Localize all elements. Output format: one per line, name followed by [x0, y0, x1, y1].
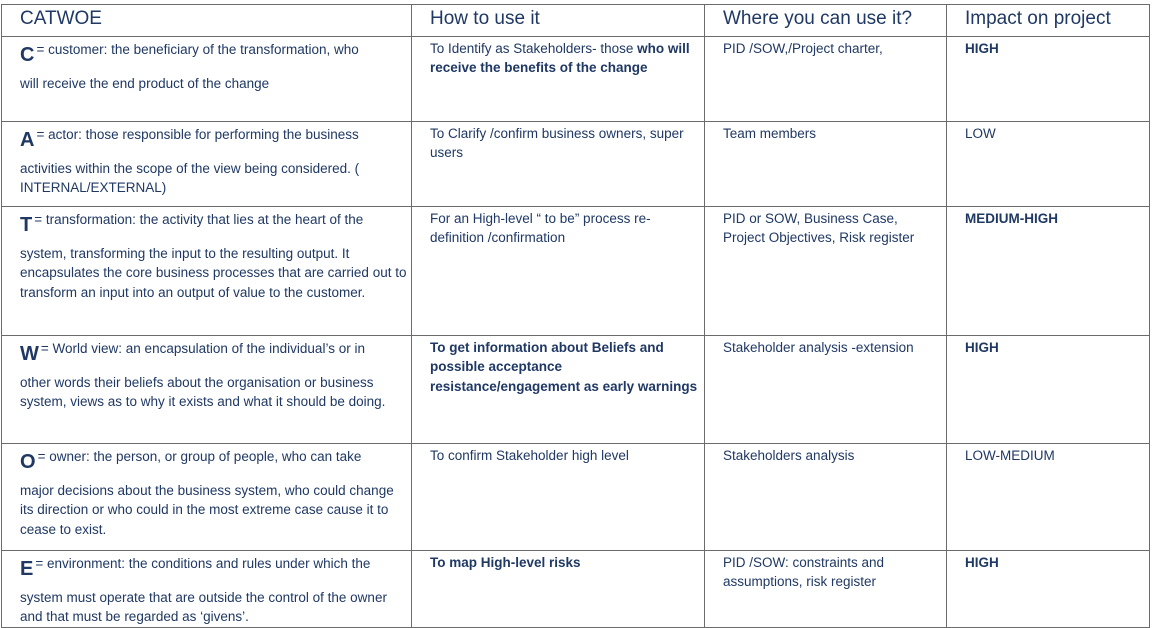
impact-cell: LOW — [947, 122, 1150, 207]
table-row — [2, 122, 1150, 207]
definition-first-line: = environment: the conditions and rules under which the — [35, 556, 371, 571]
table-row — [2, 444, 1150, 551]
how-text-bold: To get information about Beliefs and possible acceptance resistance/engagement as early warnings — [430, 340, 698, 394]
table-row — [2, 207, 1150, 336]
where-cell: Stakeholder analysis -extension — [705, 336, 947, 444]
definition-cell — [2, 207, 412, 336]
header-how-to-use: How to use it — [412, 5, 705, 37]
definition-cell — [2, 551, 412, 628]
definition-first-line: = actor: those responsible for performing the business — [36, 127, 359, 142]
definition-first-line: = owner: the person, or group of people, who can take — [37, 449, 362, 464]
header-catwoe: CATWOE — [2, 5, 412, 37]
definition-cell — [2, 444, 412, 551]
where-cell: PID or SOW, Business Case, Project Objectives, Risk register — [705, 207, 947, 336]
catwoe-letter: C — [20, 44, 35, 66]
where-cell: PID /SOW: constraints and assumptions, risk register — [705, 551, 947, 628]
definition-rest: activities within the scope of the view being considered. ( INTERNAL/EXTERNAL) — [20, 161, 360, 196]
how-cell — [412, 207, 705, 336]
how-cell — [412, 551, 705, 628]
impact-cell: HIGH — [947, 336, 1150, 444]
catwoe-letter: O — [20, 451, 36, 473]
header-row — [2, 5, 1150, 37]
impact-cell: HIGH — [947, 551, 1150, 628]
catwoe-letter: A — [20, 129, 35, 151]
definition-cell — [2, 122, 412, 207]
definition-rest: system, transforming the input to the resulting output. It encapsulates the core business processes that are carried out to transform an input into an output of value to the customer. — [20, 246, 407, 300]
catwoe-letter: T — [20, 214, 33, 236]
how-text: To confirm Stakeholder high level — [430, 448, 629, 463]
definition-rest: system must operate that are outside the control of the owner and that must be regarded as ‘givens’. — [20, 590, 387, 625]
where-cell: PID /SOW,/Project charter, — [705, 37, 947, 122]
how-text-bold: To map High-level risks — [430, 555, 581, 570]
catwoe-table — [1, 4, 1150, 628]
definition-rest: major decisions about the business system, who could change its direction or who could in the most extreme case cause it to cease to exist. — [20, 483, 394, 537]
how-text: For an High-level “ to be” process re-definition /confirmation — [430, 211, 651, 246]
impact-cell: HIGH — [947, 37, 1150, 122]
how-text-bold: who will receive the benefits of the change — [430, 41, 690, 76]
definition-cell — [2, 37, 412, 122]
how-text: To Identify as Stakeholders- those — [430, 41, 638, 56]
definition-rest: other words their beliefs about the organisation or business system, views as to why it exists and what it should be doing. — [20, 375, 386, 410]
table-row — [2, 336, 1150, 444]
impact-cell: LOW-MEDIUM — [947, 444, 1150, 551]
how-cell — [412, 122, 705, 207]
catwoe-letter: W — [20, 343, 39, 365]
definition-first-line: = transformation: the activity that lies at the heart of the — [34, 212, 364, 227]
table-row — [2, 37, 1150, 122]
how-cell — [412, 336, 705, 444]
header-where-to-use: Where you can use it? — [705, 5, 947, 37]
catwoe-letter: E — [20, 558, 34, 580]
how-text: To Clarify /confirm business owners, super users — [430, 126, 684, 161]
definition-first-line: = World view: an encapsulation of the individual’s or in — [40, 341, 365, 356]
definition-first-line: = customer: the beneficiary of the transformation, who — [36, 42, 359, 57]
how-cell — [412, 444, 705, 551]
definition-cell — [2, 336, 412, 444]
where-cell: Stakeholders analysis — [705, 444, 947, 551]
how-cell — [412, 37, 705, 122]
header-impact: Impact on project — [947, 5, 1150, 37]
definition-rest: will receive the end product of the change — [20, 76, 270, 91]
table-row — [2, 551, 1150, 628]
impact-cell: MEDIUM-HIGH — [947, 207, 1150, 336]
where-cell: Team members — [705, 122, 947, 207]
